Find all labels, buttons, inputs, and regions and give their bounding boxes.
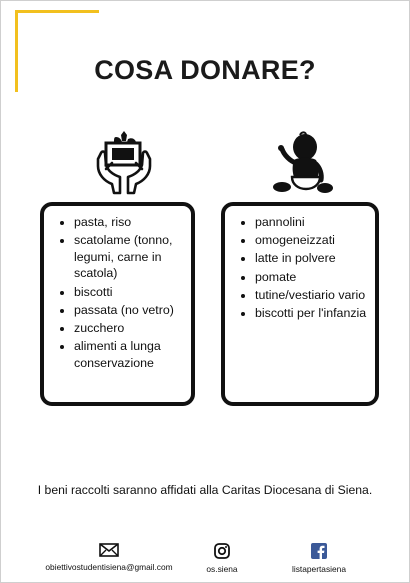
list-item: • zucchero <box>74 320 185 337</box>
baby-items-box <box>221 202 379 406</box>
facebook-contact[interactable] <box>281 543 357 574</box>
list-item: • pasta, riso <box>74 214 185 231</box>
envelope-icon <box>99 543 119 557</box>
email-contact[interactable] <box>37 543 181 572</box>
baby-items-list <box>225 206 375 322</box>
instagram-icon <box>214 543 230 559</box>
list-item: • tutine/vestiario vario <box>255 287 369 304</box>
food-items-box <box>40 202 195 406</box>
list-item: • latte in polvere <box>255 250 369 267</box>
baby-icon <box>272 131 334 195</box>
food-donation-hands-icon <box>94 129 154 197</box>
list-item: • passata (no vetro) <box>74 302 185 319</box>
list-item: • alimenti a lunga conservazione <box>74 338 185 371</box>
email-address[interactable]: obiettivostudentisiena@gmail.com <box>45 562 173 572</box>
list-item: • omogeneizzati <box>255 232 369 249</box>
food-items-list <box>44 206 191 371</box>
list-item: • biscotti <box>74 284 185 301</box>
list-item: • biscotti per l'infanzia <box>255 305 369 322</box>
instagram-handle[interactable]: os.siena <box>206 564 238 574</box>
facebook-icon <box>311 543 327 559</box>
facebook-handle[interactable]: listapertasiena <box>291 564 346 574</box>
page-title: COSA DONARE? <box>94 55 316 85</box>
caritas-note: I beni raccolti saranno affidati alla Caritas Diocesana di Siena. <box>37 483 373 497</box>
instagram-contact[interactable] <box>196 543 248 574</box>
list-item: • scatolame (tonno, legumi, carne in scatola) <box>74 232 185 282</box>
list-item: • pannolini <box>255 214 369 231</box>
corner-accent-horizontal <box>15 10 99 13</box>
list-item: • pomate <box>255 269 369 286</box>
